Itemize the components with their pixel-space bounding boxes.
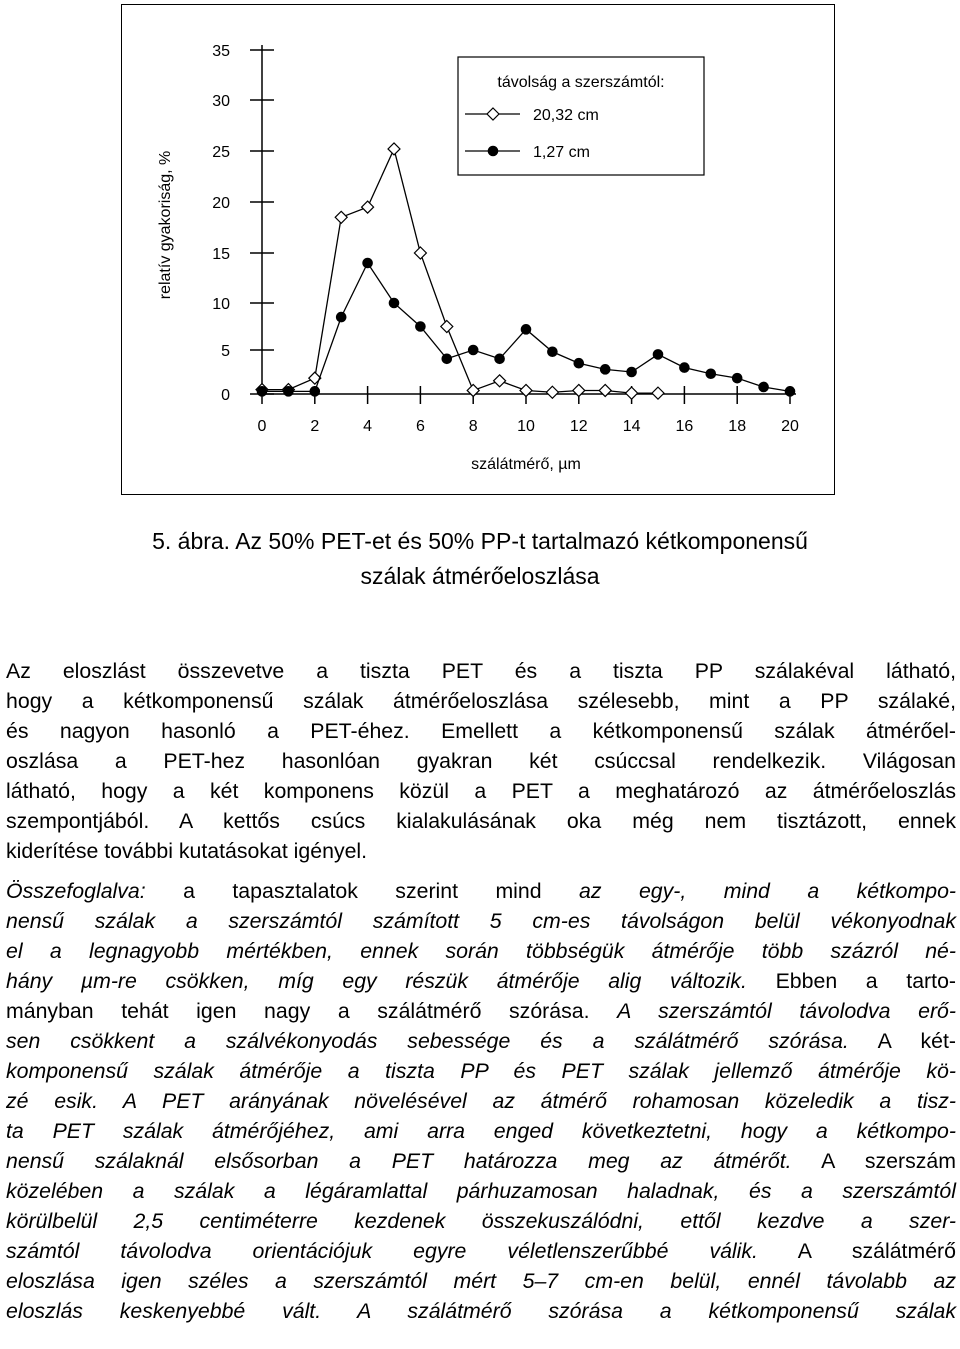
y-tick-label: 35 [212, 43, 230, 60]
x-tick-label: 18 [728, 418, 747, 435]
paragraph-2-line [6, 1086, 956, 1116]
italic-text: nensű szálak a szerszámtól számított 5 cm-es távolságon belül vékonyodnak [6, 909, 956, 933]
data-point-series-2 [363, 258, 373, 268]
data-point-series-2 [653, 350, 663, 360]
paragraph-2-line [6, 1236, 956, 1266]
data-point-series-2 [521, 325, 531, 335]
italic-text: számtól távolodva orientációjuk egyre véletlenszerűbbé válik. [6, 1239, 758, 1263]
x-tick-label: 2 [310, 418, 320, 435]
paragraph-2-line [6, 936, 956, 966]
data-point-series-2 [600, 365, 610, 375]
italic-text: Összefoglalva: [6, 879, 146, 903]
italic-text: nensű szálaknál elsősorban a PET határozza meg az átmérőt. [6, 1149, 792, 1173]
x-tick-label: 20 [781, 418, 799, 435]
y-axis-title: relatív gyakoriság, % [157, 150, 174, 300]
paragraph-2-line [6, 1026, 956, 1056]
x-axis-title: szálátmérő, µm [471, 456, 581, 473]
italic-text: eloszlás keskenyebbé vált. A szálátmérő szórása a kétkomponensű szálak [6, 1299, 956, 1323]
y-tick-label: 10 [212, 296, 230, 313]
paragraph-1-line: látható, hogy a két komponens közül a PET a meghatározó az átmérőeloszlás [6, 779, 956, 803]
italic-text: körülbelül 2,5 centiméterre kezdenek összekuszálódni, ettől kezdve a szer- [6, 1209, 956, 1233]
italic-text: A szerszámtól távolodva erő- [617, 999, 956, 1023]
data-point-series-1 [441, 321, 453, 333]
y-tick-label: 20 [212, 195, 230, 212]
x-tick-label: 4 [363, 418, 373, 435]
italic-text: zé esik. A PET arányának növelésével az átmérő rohamosan közeledik a tisz- [6, 1089, 956, 1113]
text-segment: a tapasztalatok szerint mind [145, 879, 580, 903]
paragraph-1-line: szempontjából. A kettős csúcs kialakulásának oka még nem tisztázott, ennek [6, 809, 956, 833]
paragraph-2-line [6, 1176, 956, 1206]
data-point-series-1 [362, 201, 374, 213]
text-segment: Ebben a tarto- [746, 969, 957, 993]
paragraph-2-line [6, 1296, 956, 1326]
legend-label: 20,32 cm [533, 107, 599, 124]
data-point-series-2 [416, 322, 426, 332]
data-point-series-2 [389, 298, 399, 308]
data-point-series-2 [468, 345, 478, 355]
y-tick-label: 15 [212, 246, 230, 263]
paragraph-1-line: és nagyon hasonló a PET-éhez. Emellett a kétkomponensű szálak átmérőel- [6, 719, 956, 743]
x-tick-label: 8 [468, 418, 478, 435]
data-point-series-2 [574, 358, 584, 368]
data-point-series-2 [310, 387, 320, 397]
data-point-series-2 [706, 369, 716, 379]
paragraph-1-line: Az eloszlást összevetve a tiszta PET és a tiszta PP szálakéval látható, [6, 659, 956, 683]
data-point-series-1 [414, 247, 426, 259]
x-tick-label: 14 [622, 418, 641, 435]
paragraph-2-line [6, 1116, 956, 1146]
data-point-series-2 [442, 354, 452, 364]
italic-text: sen csökkent a szálvékonyodás sebessége és a szálátmérő szórása. [6, 1029, 849, 1053]
data-point-series-1 [626, 387, 638, 399]
text-segment: mányban tehát igen nagy a szálátmérő szórása. [6, 999, 618, 1023]
data-point-series-2 [785, 387, 795, 397]
italic-text: eloszlása igen széles a szerszámtól mért 5–7 cm-en belül, ennél távolabb az [6, 1269, 956, 1293]
y-tick-label: 25 [212, 144, 230, 161]
data-point-series-2 [759, 382, 769, 392]
paragraph-1-line: kiderítése további kutatásokat igényel. [6, 839, 368, 863]
italic-text: az egy-, mind a kétkompo- [579, 879, 957, 903]
paragraph-1 [6, 656, 956, 866]
data-point-series-2 [284, 387, 294, 397]
data-point-series-2 [548, 347, 558, 357]
data-point-series-1 [494, 375, 506, 387]
line-chart [122, 5, 836, 496]
data-point-series-2 [336, 312, 346, 322]
x-tick-label: 6 [415, 418, 425, 435]
italic-text: el a legnagyobb mértékben, ennek során többségük átmérője több százról né- [6, 939, 956, 963]
figure-caption-line-1: 5. ábra. Az 50% PET-et és 50% PP-t tartalmazó kétkomponensű [152, 528, 808, 554]
paragraph-2-line [6, 906, 956, 936]
legend-label: 1,27 cm [533, 144, 590, 161]
x-tick-label: 0 [257, 418, 267, 435]
data-point-series-1 [546, 386, 558, 398]
text-segment: A szálátmérő [757, 1239, 956, 1263]
italic-text: közelében a szálak a légáramlattal párhuzamosan haladnak, és a szerszámtól [6, 1179, 956, 1203]
paragraph-2-line [6, 1206, 956, 1236]
x-tick-label: 12 [569, 418, 588, 435]
paragraph-2-line [6, 966, 956, 996]
legend-marker [488, 146, 498, 156]
y-tick-label: 5 [221, 343, 230, 360]
paragraph-2-line [6, 1266, 956, 1296]
data-point-series-2 [495, 354, 505, 364]
italic-text: hány µm-re csökken, míg egy részük átmérője alig változik. [6, 969, 747, 993]
data-point-series-2 [627, 367, 637, 377]
figure-caption-line-2: szálak átmérőeloszlása [360, 563, 600, 589]
italic-text: komponensű szálak átmérője a tiszta PP és PET szálak jellemző átmérője kö- [6, 1059, 956, 1083]
paragraph-1-line: oszlása a PET-hez hasonlóan gyakran két csúccsal rendelkezik. Világosan [6, 749, 956, 773]
paragraph-2-line [6, 1056, 956, 1086]
paragraph-2-line [6, 876, 956, 906]
x-tick-label: 16 [675, 418, 694, 435]
series-line-1 [262, 149, 658, 393]
paragraph-1-line: hogy a kétkomponensű szálak átmérőeloszlása szélesebb, mint a PP szálaké, [6, 689, 956, 713]
data-point-series-2 [732, 373, 742, 383]
paragraph-2 [6, 876, 956, 1326]
paragraph-2-line [6, 1146, 956, 1176]
y-tick-label: 30 [212, 93, 230, 110]
data-point-series-2 [257, 387, 267, 397]
text-segment: A két- [848, 1029, 956, 1053]
legend-title: távolság a szerszámtól: [497, 74, 665, 91]
y-tick-label: 0 [221, 387, 230, 404]
figure-frame [121, 4, 835, 495]
italic-text: ta PET szálak átmérőjéhez, ami arra enged következtetni, hogy a kétkompo- [6, 1119, 956, 1143]
x-tick-label: 10 [517, 418, 535, 435]
paragraph-2-line [6, 996, 956, 1026]
data-point-series-1 [335, 211, 347, 223]
text-segment: A szerszám [791, 1149, 956, 1173]
data-point-series-2 [680, 363, 690, 373]
data-point-series-1 [388, 143, 400, 155]
data-point-series-1 [652, 387, 664, 399]
